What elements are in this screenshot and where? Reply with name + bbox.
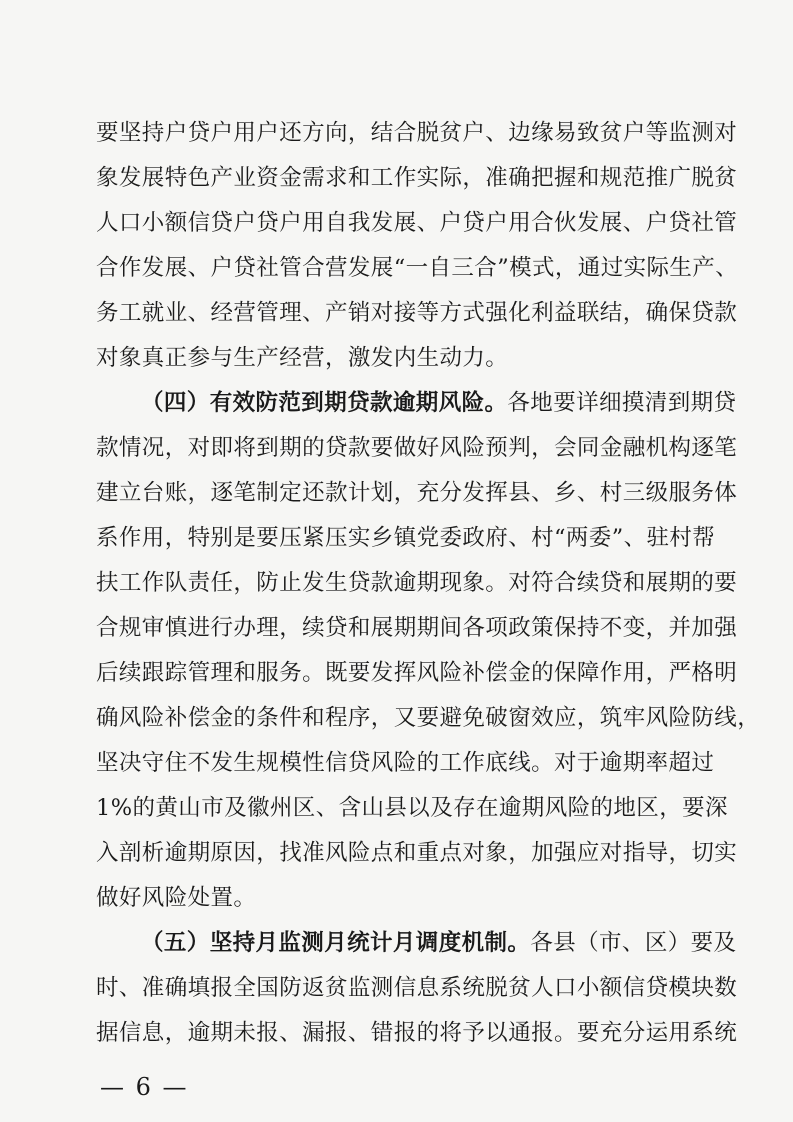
body-text-line: 务工就业、经营管理、产销对接等方式强化利益联结，确保贷款 (96, 300, 738, 326)
paragraph-first-line (141, 928, 736, 958)
body-text-line: 合作发展、户贷社管合营发展“一自三合”模式，通过实际生产、 (96, 255, 739, 281)
paragraph-first-line (141, 388, 736, 418)
body-text-line: 后续跟踪管理和服务。既要发挥风险补偿金的保障作用，严格明 (96, 660, 738, 686)
section-heading: （四）有效防范到期贷款逾期风险。 (141, 390, 508, 416)
body-text-line: 系作用，特别是要压紧压实乡镇党委政府、村“两委”、驻村帮 (96, 525, 716, 551)
body-text-line: 做好风险处置。 (96, 885, 257, 911)
body-text-line: 对象真正参与生产经营，激发内生动力。 (96, 345, 509, 371)
body-text-line: 时、准确填报全国防返贫监测信息系统脱贫人口小额信贷模块数 (96, 975, 738, 1001)
body-text-line: 款情况，对即将到期的贷款要做好风险预判，会同金融机构逐笔 (96, 435, 738, 461)
body-text-line: 人口小额信贷户贷户用自我发展、户贷户用合伙发展、户贷社管 (96, 210, 738, 236)
body-text-line: 建立台账，逐笔制定还款计划，充分发挥县、乡、村三级服务体 (96, 480, 738, 506)
section-heading: （五）坚持月监测月统计月调度机制。 (141, 930, 531, 956)
body-text-line: 坚决守住不发生规模性信贷风险的工作底线。对于逾期率超过 (96, 750, 715, 776)
body-text-line: 要坚持户贷户用户还方向，结合脱贫户、边缘易致贫户等监测对 (96, 120, 738, 146)
body-text: 各地要详细摸清到期贷 (507, 390, 737, 416)
body-text-line: 1%的黄山市及徽州区、含山县以及存在逾期风险的地区，要深 (96, 795, 728, 821)
body-text-line: 扶工作队责任，防止发生贷款逾期现象。对符合续贷和展期的要 (96, 570, 738, 596)
body-text-line: 据信息，逾期未报、漏报、错报的将予以通报。要充分运用系统 (96, 1020, 738, 1046)
body-text-line: 入剖析逾期原因，找准风险点和重点对象，加强应对指导，切实 (96, 840, 738, 866)
body-text-line: 确风险补偿金的条件和程序，又要避免破窗效应，筑牢风险防线， (96, 705, 761, 731)
body-text: 各县（市、区）要及 (530, 930, 737, 956)
body-text-line: 象发展特色产业资金需求和工作实际，准确把握和规范推广脱贫 (96, 165, 738, 191)
body-text-line: 合规审慎进行办理，续贷和展期期间各项政策保持不变，并加强 (96, 615, 738, 641)
page-number: — 6 — (100, 1073, 189, 1101)
